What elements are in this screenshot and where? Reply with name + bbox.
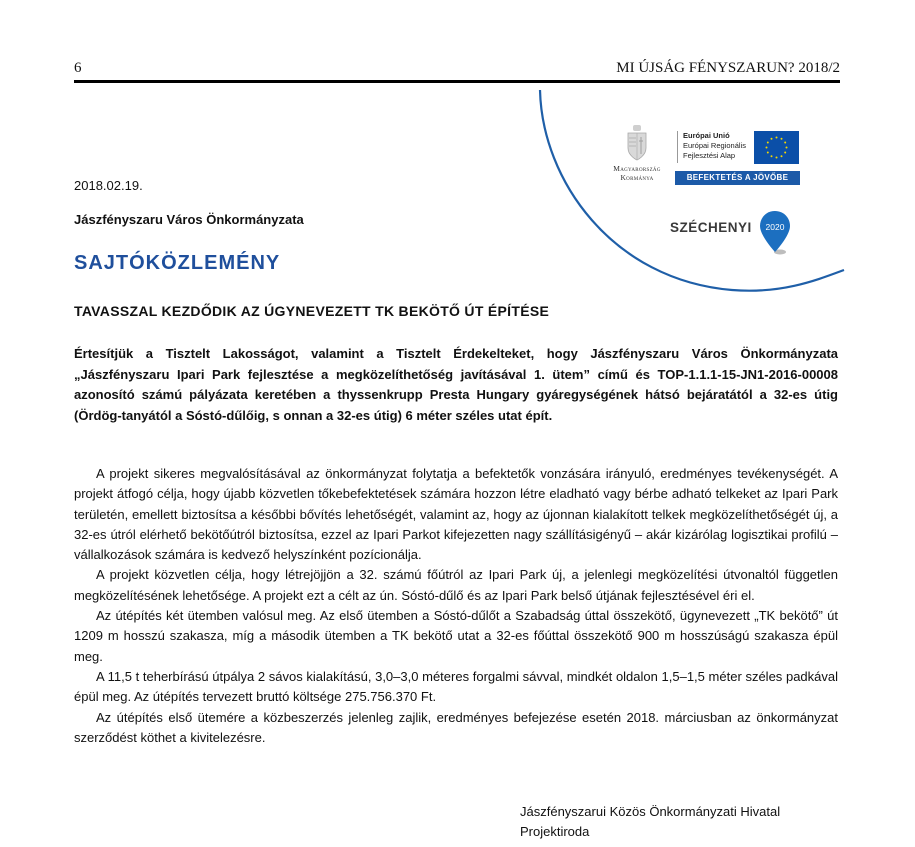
issuing-organization: Jászfényszaru Város Önkormányzata	[74, 212, 304, 227]
page-number: 6	[74, 60, 82, 76]
government-name: Magyarország Kormánya	[613, 164, 661, 182]
eu-flag-icon	[754, 131, 799, 164]
eu-title: Európai Unió	[683, 131, 730, 140]
slogan-bar: BEFEKTETÉS A JÖVŐBE	[675, 171, 800, 185]
signature-department: Projektiroda	[520, 824, 590, 839]
map-pin-icon	[758, 210, 792, 256]
body-paragraph: A projekt sikeres megvalósításával az önkormányzat folytatja a befektetők vonzására irányuló, eredményes tevékenységét. A projekt átfogó célja, hogy újabb közvetlen tőkebefektetések számára hozzon létre eladható vagy bérbe adható telkeket az Ipari Park területén, emellett biztosítsa a későbbi bővítés lehetőségét, valamint az, hogy az újonnan kialakított telkek megközelíthetőségét új, a 32-es útról elérhető bekötőútról biztosítsa, ezzel az Ipari Parkot kifejezetten nagy szállításigényű – akár kizárólag logisztikai profilú – vállalkozások számára is kedvező helyszínként pozícionálja.	[74, 466, 838, 563]
hungarian-government-logo	[602, 124, 672, 182]
article-subtitle: TAVASSZAL KEZDŐDIK AZ ÚGYNEVEZETT TK BEKÖTŐ ÚT ÉPÍTÉSE	[74, 303, 550, 319]
funding-logo-block	[532, 90, 847, 305]
eu-fund-text	[677, 131, 746, 163]
running-header	[74, 56, 840, 82]
page-title: SAJTÓKÖZLEMÉNY	[74, 252, 281, 274]
szechenyi-label: SZÉCHENYI	[670, 220, 752, 235]
body-paragraph: Az útépítés első ütemére a közbeszerzés jelenleg zajlik, eredményes befejezése esetén 2018. márciusban az önkormányzat szerződést köthet a kivitelezésre.	[74, 709, 838, 745]
signature-block	[520, 802, 780, 842]
signature-office: Jászfényszarui Közös Önkormányzati Hivatal	[520, 804, 781, 819]
body-paragraph: A projekt közvetlen célja, hogy létrejöjjön a 32. számú főútról az Ipari Park új, a jelenlegi megközelítési útvonaltól független megközelítésének lehetősége. A projekt ezt a célt az ún. Sóstó-dűlő és az Ipari Park belső útjának fejlesztésével éri el.	[74, 567, 838, 603]
eu-fund-line: Fejlesztési Alap	[683, 151, 736, 160]
eu-fund-line: Európai Regionális	[683, 141, 746, 150]
header-rule	[74, 80, 840, 83]
svg-text:2020: 2020	[765, 222, 785, 232]
decorative-arc-icon	[532, 90, 847, 305]
body-paragraph: Az útépítés két ütemben valósul meg. Az első ütemben a Sóstó-dűlőt a Szabadság úttal összekötő, ügynevezett „TK bekötő” út 1209 m hosszú szakasza, míg a második ütemben a TK bekötő utat a 32-es főúttal összekötő 900 m hosszúságú szakasza épül meg.	[74, 608, 838, 664]
body-paragraph: A 11,5 t teherbírású útpálya 2 sávos kialakítású, 3,0–3,0 méteres forgalmi sávval, mindkét oldalon 1,5–1,5 méter széles padkával épül meg. Az útépítés tervezett bruttó költsége 275.756.370 Ft.	[74, 668, 838, 705]
journal-title: MI ÚJSÁG FÉNYSZARUN? 2018/2	[616, 60, 840, 76]
article-body	[74, 464, 838, 748]
coat-of-arms-icon	[626, 124, 648, 162]
lead-paragraph: Értesítjük a Tisztelt Lakosságot, valamint a Tisztelt Érdekelteket, hogy Jászfényszaru Város Önkormányzata „Jászfényszaru Ipari Park fejlesztése a megközelíthetőség javításával 1. ütem” című és TOP-1.1.1-15-JN1-2016-00008 azonosító számú pályázata keretében a thyssenkrupp Presta Hungary gyáregységének hátsó bejáratától a 32-es útig (Ördög-tanyától a Sóstó-dűlőig, s onnan a 32-es útig) 6 méter széles utat épít.	[74, 346, 838, 424]
publication-date: 2018.02.19.	[74, 178, 143, 193]
